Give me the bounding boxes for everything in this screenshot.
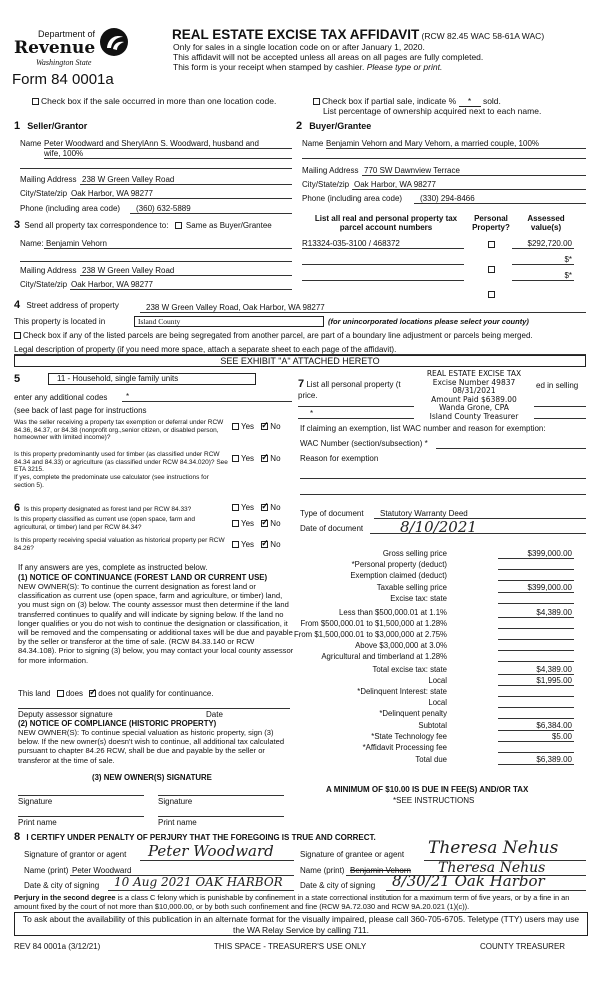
grantor-sig-label: Signature of grantor or agent xyxy=(24,850,127,859)
buyer-addr-label: Mailing Address xyxy=(302,166,359,175)
legal-value: SEE EXHIBIT "A" ATTACHED HERETO xyxy=(220,356,380,366)
perjury-bold: Perjury in the second degree xyxy=(14,893,116,902)
grantor-signature[interactable]: Peter Woodward xyxy=(148,842,274,860)
grantor-date-city[interactable]: 10 Aug 2021 OAK HARBOR xyxy=(114,875,283,889)
multi-location-label: Check box if the sale occurred in more than one location code. xyxy=(41,96,277,106)
seller-name[interactable]: Peter Woodward and SherylAnn S. Woodward, husband and xyxy=(44,139,259,148)
legal-description[interactable] xyxy=(14,355,586,367)
buyer-phone-label: Phone (including area code) xyxy=(302,194,403,203)
calc-row-label: *Affidavit Processing fee xyxy=(362,743,447,752)
corr-city[interactable]: Oak Harbor, WA 98277 xyxy=(71,280,153,289)
same-as-buyer-label: Same as Buyer/Grantee xyxy=(185,221,272,230)
calc-row-label: Total excise tax: state xyxy=(372,665,447,674)
seller-addr-label: Mailing Address xyxy=(20,175,77,184)
sec7-label-end: ed in selling xyxy=(536,381,579,390)
calc-row-value[interactable]: $399,000.00 xyxy=(527,583,572,592)
county-value: Island County xyxy=(138,317,181,326)
sec7-price: price. xyxy=(298,391,318,400)
stamp-line: 08/31/2021 xyxy=(452,386,496,395)
parcel-col-header: List all real and personal property tax parcel account numbers xyxy=(314,214,458,232)
county-treasurer: COUNTY TREASURER xyxy=(480,942,566,951)
yes-checkbox[interactable] xyxy=(232,520,239,527)
parcel-number[interactable]: R13324-035-3100 / 468372 xyxy=(302,239,400,248)
calc-row-value[interactable]: $6,384.00 xyxy=(536,721,572,730)
corr-name[interactable]: Benjamin Vehorn xyxy=(46,239,107,248)
doc-type[interactable]: Statutory Warranty Deed xyxy=(380,509,468,518)
corr-addr[interactable]: 238 W Green Valley Road xyxy=(82,266,175,275)
sec5-q2-answer[interactable] xyxy=(232,454,281,463)
sec6-q1-answer[interactable] xyxy=(232,503,281,512)
calc-row-label: Less than $500,000.01 at 1.1% xyxy=(339,608,447,617)
calc-row-label: *Personal property (deduct) xyxy=(351,560,447,569)
personal-prop-star[interactable]: * xyxy=(310,409,314,418)
notice2-title: (2) NOTICE OF COMPLIANCE (HISTORIC PROPERTY) xyxy=(18,719,217,728)
calc-row-label: Agricultural and timberland at 1.28% xyxy=(321,652,447,661)
stamp-line: Island County Treasurer xyxy=(429,411,519,421)
yes-label: Yes xyxy=(241,454,255,463)
corr-addr-label: Mailing Address xyxy=(20,266,77,275)
use-code-select[interactable] xyxy=(48,373,256,385)
county-note: (for unincorporated locations please select your county) xyxy=(328,317,529,326)
corr-city-label: City/State/zip xyxy=(20,280,68,289)
sec7-label-text: List all personal property (t xyxy=(306,380,401,389)
street-address[interactable]: 238 W Green Valley Road, Oak Harbor, WA 98277 xyxy=(146,303,325,312)
partial-sale-label: Check box if partial sale, indicate % xyxy=(322,96,457,106)
corr-name-label: Name: xyxy=(20,239,44,248)
additional-codes[interactable]: * xyxy=(126,392,130,401)
use-code-value: 11 - Household, single family units xyxy=(57,374,179,383)
yes-checkbox[interactable] xyxy=(232,541,239,548)
additional-codes-label: enter any additional codes xyxy=(14,393,108,402)
sec6-q3-answer[interactable] xyxy=(232,540,281,549)
sec7-label xyxy=(298,378,401,390)
sec6-q2-answer[interactable] xyxy=(232,519,281,528)
does-not-label: does not qualify for continuance. xyxy=(98,689,214,698)
owner-signature-label-2: Signature xyxy=(158,797,193,806)
assessed-value[interactable]: $* xyxy=(564,255,572,264)
no-checkbox[interactable] xyxy=(261,455,268,462)
yes-label: Yes xyxy=(241,540,255,549)
segregation-label: Check box if any of the listed parcels are being segregated from another parcel, are part of a boundary line adjustment or parcels being merged. xyxy=(23,331,533,340)
grantor-print-name[interactable]: Peter Woodward xyxy=(72,866,132,875)
owner-print-label: Print name xyxy=(18,818,57,827)
grantor-date-label: Date & city of signing xyxy=(24,881,100,890)
dept-line1: Department of xyxy=(38,29,96,39)
legal-label: Legal description of property (if you need more space, attach a separate sheet to each page of the affidavit). xyxy=(14,345,397,354)
treasurer-space: THIS SPACE - TREASURER'S USE ONLY xyxy=(214,942,367,951)
title-main: REAL ESTATE EXCISE TAX AFFIDAVIT xyxy=(172,27,420,42)
doc-date[interactable]: 8/10/2021 xyxy=(400,518,477,536)
calc-row-value[interactable]: $5.00 xyxy=(551,732,572,741)
section-number: 4 xyxy=(14,299,21,311)
sec5-number: 5 xyxy=(14,373,21,385)
deputy-sig-label: Deputy assessor signature xyxy=(18,710,113,719)
buyer-phone[interactable]: (330) 294-8466 xyxy=(420,194,475,203)
calc-row-label: Above $3,000,000 at 3.0% xyxy=(355,641,447,650)
accessibility-box xyxy=(14,912,588,936)
yes-checkbox[interactable] xyxy=(232,504,239,511)
section-number: 2 xyxy=(296,120,303,132)
same-as-buyer-checkbox[interactable] xyxy=(175,222,182,229)
seller-city[interactable]: Oak Harbor, WA 98277 xyxy=(71,189,153,198)
owner-print-label-2: Print name xyxy=(158,818,197,827)
does-not-checkbox[interactable] xyxy=(89,690,96,697)
assessed-value[interactable]: $* xyxy=(564,271,572,280)
doc-type-label: Type of document xyxy=(300,509,364,518)
yes-label: Yes xyxy=(241,519,255,528)
page-title xyxy=(172,27,544,42)
checkbox[interactable] xyxy=(14,332,21,339)
dept-line2: Revenue xyxy=(14,38,96,58)
wac-value[interactable]: * xyxy=(424,439,428,448)
sec5-q1-answer[interactable] xyxy=(232,422,281,431)
no-checkbox[interactable] xyxy=(261,541,268,548)
perjury-text: is a class C felony which is punishable by confinement in a state correctional institution for a maximum term of five years, or by a fine in an amount fixed by the court of not more than $10,000.00, or by both such confinement and fine (RCW 9A.72.030 and RCW 9A.20.021 (1)(c)). xyxy=(14,893,570,911)
grantee-date-label: Date & city of signing xyxy=(300,881,376,890)
deputy-date-label: Date xyxy=(206,710,223,719)
street-label: Street address of property xyxy=(26,301,119,310)
stamp-line: Excise Number 49837 xyxy=(432,377,516,387)
sec6-q3: Is this property receiving special valuation as historical property per RCW 84.26? xyxy=(14,537,225,552)
header-line3 xyxy=(173,62,442,72)
grantee-print-name[interactable]: Benjamin Vehorn xyxy=(350,866,411,875)
calc-row-label: *State Technology fee xyxy=(371,732,447,741)
personal-property-checkbox[interactable] xyxy=(488,241,495,248)
notice3-title: (3) NEW OWNER(S) SIGNATURE xyxy=(92,773,212,782)
seller-name-label: Name xyxy=(20,139,42,148)
grantee-date-city[interactable]: 8/30/21 Oak Harbor xyxy=(392,872,545,890)
yes-checkbox[interactable] xyxy=(232,423,239,430)
calc-row-value[interactable]: $1,995.00 xyxy=(536,676,572,685)
calc-row-label: Gross selling price xyxy=(382,549,447,558)
partial-sold-label: sold. xyxy=(482,96,501,106)
owner-signature-label: Signature xyxy=(18,797,53,806)
buyer-name[interactable]: Benjamin Vehorn and Mary Vehorn, a married couple, 100% xyxy=(326,139,540,148)
seller-phone-label: Phone (including area code) xyxy=(20,204,121,213)
buyer-heading xyxy=(296,120,371,132)
buyer-heading-text: Buyer/Grantee xyxy=(309,121,372,131)
stamp-line: Wanda Grone, CPA xyxy=(439,403,509,412)
calc-row-label: *Delinquent penalty xyxy=(379,709,447,718)
calc-row-label: Local xyxy=(428,698,447,707)
seller-addr[interactable]: 238 W Green Valley Road xyxy=(82,175,175,184)
yes-checkbox[interactable] xyxy=(232,455,239,462)
no-checkbox[interactable] xyxy=(261,520,268,527)
does-checkbox[interactable] xyxy=(57,690,64,697)
seller-name-2[interactable]: wife, 100% xyxy=(44,149,84,158)
doc-date-label: Date of document xyxy=(300,524,364,533)
section-number: 3 xyxy=(14,219,21,231)
personal-property-checkbox[interactable] xyxy=(488,266,495,273)
calc-row-label: Subtotal xyxy=(418,721,447,730)
see-instructions: *SEE INSTRUCTIONS xyxy=(393,796,475,805)
calc-row-label: Excise tax: state xyxy=(390,594,447,603)
section-number: 8 xyxy=(14,831,21,843)
header-line3-italic: Please type or print. xyxy=(366,62,443,72)
sec6-q2: Is this property classified as current use (open space, farm and agricultural, or timber) land per RCW 84.34? xyxy=(14,516,196,531)
calc-row-label: Exemption claimed (deduct) xyxy=(350,571,447,580)
seller-heading-text: Seller/Grantor xyxy=(27,121,88,131)
tax-corr-label: Send all property tax correspondence to: xyxy=(24,221,169,230)
tax-corr-heading xyxy=(14,219,272,231)
calc-row-label: From $500,000.01 to $1,500,000 at 1.28% xyxy=(300,619,447,628)
stamp-line: REAL ESTATE EXCISE TAX xyxy=(426,369,522,378)
personal-col-header: Personal Property? xyxy=(472,214,510,232)
stamp-line: Amount Paid $6389.00 xyxy=(431,394,517,404)
calc-row-label: Local xyxy=(428,676,447,685)
no-label: No xyxy=(270,503,281,512)
exemption-label: If claiming an exemption, list WAC number and reason for exemption: xyxy=(300,424,546,433)
seller-city-label: City/State/zip xyxy=(20,189,68,198)
header-line2: This affidavit will not be accepted unless all areas on all pages are fully completed. xyxy=(173,52,484,62)
no-checkbox[interactable] xyxy=(261,423,268,430)
buyer-addr[interactable]: 770 SW Dawnview Terrace xyxy=(364,166,460,175)
partial-pct[interactable]: * xyxy=(459,96,481,107)
county-select[interactable] xyxy=(134,316,324,327)
calc-row-value[interactable]: $6,389.00 xyxy=(536,755,572,764)
notice1-body: NEW OWNER(S): To continue the current designation as forest land or classification as current use (open space, farm and agriculture, or timber) land, you must sign on (3) below. The county assessor must then determine if the land transferred continues to qualify and will indicate by signing below. If the land no longer qualifies or you do not wish to continue the designation or classification, it will be removed and the compensating or additional taxes will be due and payable by the seller or transferor at the time of sale. (RCW 84.33.140 or RCW 84.34.108). Prior to signing (3) below, you may contact your local county assessor for more information. xyxy=(18,582,294,665)
certify-text: I CERTIFY UNDER PENALTY OF PERJURY THAT THE FOREGOING IS TRUE AND CORRECT. xyxy=(26,833,376,842)
checkbox[interactable] xyxy=(313,98,320,105)
treasurer-stamp xyxy=(414,369,534,419)
segregation-check[interactable] xyxy=(14,331,533,340)
calc-row-value[interactable]: $4,389.00 xyxy=(536,608,572,617)
sec5-q2b: If yes, complete the predominate use calculator (see instructions for section 5). xyxy=(14,474,209,489)
does-label: does xyxy=(65,689,84,698)
located-label: This property is located in xyxy=(14,317,106,326)
calc-row-value[interactable]: $4,389.00 xyxy=(536,665,572,674)
calc-row-label: From $1,500,000.01 to $3,000,000 at 2.75% xyxy=(293,630,447,639)
perjury-note xyxy=(14,894,588,911)
checkbox[interactable] xyxy=(32,98,39,105)
calc-row-label: *Delinquent Interest: state xyxy=(357,687,447,696)
grantee-print-label: Name (print) xyxy=(300,866,345,875)
buyer-city[interactable]: Oak Harbor, WA 98277 xyxy=(354,180,436,189)
see-back-note: (see back of last page for instructions xyxy=(14,406,147,415)
no-label: No xyxy=(270,519,281,528)
grantee-sig-label: Signature of grantee or agent xyxy=(300,850,405,859)
sec5-q1: Was the seller receiving a property tax exemption or deferral under RCW 84.36, 84.37, or 84.38 (nonprofit org.,senior citizen, or disabled person, homeowner with limited income)? xyxy=(14,419,224,441)
assessed-value[interactable]: $292,720.00 xyxy=(527,239,572,248)
minimum-fee-note: A MINIMUM OF $10.00 IS DUE IN FEE(S) AND/OR TAX xyxy=(326,785,529,794)
assessed-col-header: Assessed value(s) xyxy=(527,214,565,232)
sec5-q2: Is this property predominantly used for timber (as classified under RCW 84.34 and 84.33) or agriculture (as classified under RCW 84.34.020)? See ETA 3215. xyxy=(14,451,228,473)
land-label: This land xyxy=(18,689,51,698)
no-label: No xyxy=(270,422,281,431)
multi-location-check[interactable] xyxy=(32,96,276,106)
section-number: 7 xyxy=(298,378,305,390)
revenue-logo-icon xyxy=(98,26,130,58)
title-ref: (RCW 82.45 WAC 58-61A WAC) xyxy=(421,31,545,41)
no-label: No xyxy=(270,454,281,463)
yes-label: Yes xyxy=(241,503,255,512)
header-line1: Only for sales in a single location code on or after January 1, 2020. xyxy=(173,42,425,52)
buyer-city-label: City/State/zip xyxy=(302,180,350,189)
wac-label xyxy=(300,439,428,448)
grantee-signature[interactable]: Theresa Nehus xyxy=(428,838,559,858)
street-heading xyxy=(14,299,119,311)
buyer-name-label: Name xyxy=(302,139,324,148)
calc-row-label: Total due xyxy=(415,755,447,764)
notice1-title: (1) NOTICE OF CONTINUANCE (FOREST LAND OR CURRENT USE) xyxy=(18,573,268,582)
form-number: Form 84 0001a xyxy=(12,71,114,88)
calc-row-value[interactable]: $399,000.00 xyxy=(527,549,572,558)
header-line3-text: This form is your receipt when stamped by cashier. xyxy=(173,62,365,72)
wac-label-text: WAC Number (section/subsection) xyxy=(300,439,423,448)
no-label: No xyxy=(270,540,281,549)
grantee-print-hand[interactable]: Theresa Nehus xyxy=(438,860,546,876)
reason-label: Reason for exemption xyxy=(300,454,379,463)
seller-phone[interactable]: (360) 632-5889 xyxy=(136,204,191,213)
yes-label: Yes xyxy=(241,422,255,431)
list-pct-note: List percentage of ownership acquired next to each name. xyxy=(323,106,542,116)
sec6-q1: Is this property designated as forest land per RCW 84.33? xyxy=(24,506,192,513)
form-revision: REV 84 0001a (3/12/21) xyxy=(14,942,101,951)
notice2-body: NEW OWNER(S): To continue special valuation as historic property, sign (3) below. If the new owner(s) doesn't wish to continue, all additional tax calculated pursuant to chapter 84.26 RCW, shall be due and payable by the seller or transferor at the time of sale. xyxy=(18,728,285,765)
grantor-print-label: Name (print) xyxy=(24,866,69,875)
accessibility-text: To ask about the availability of this publication in an alternate format for the visually impaired, please call 360-705-6705. Teletype (TTY) users may use the WA Relay Service by calling 711. xyxy=(22,914,580,935)
no-checkbox[interactable] xyxy=(261,504,268,511)
if-yes-note: If any answers are yes, complete as instructed below. xyxy=(18,563,208,572)
personal-property-checkbox[interactable] xyxy=(488,291,495,298)
seller-heading xyxy=(14,120,87,132)
dept-line3: Washington State xyxy=(36,58,92,67)
sec6-number: 6 xyxy=(14,502,21,514)
calc-row-label: Taxable selling price xyxy=(376,583,447,592)
continuance-check[interactable] xyxy=(18,689,213,698)
section-number: 1 xyxy=(14,120,21,132)
